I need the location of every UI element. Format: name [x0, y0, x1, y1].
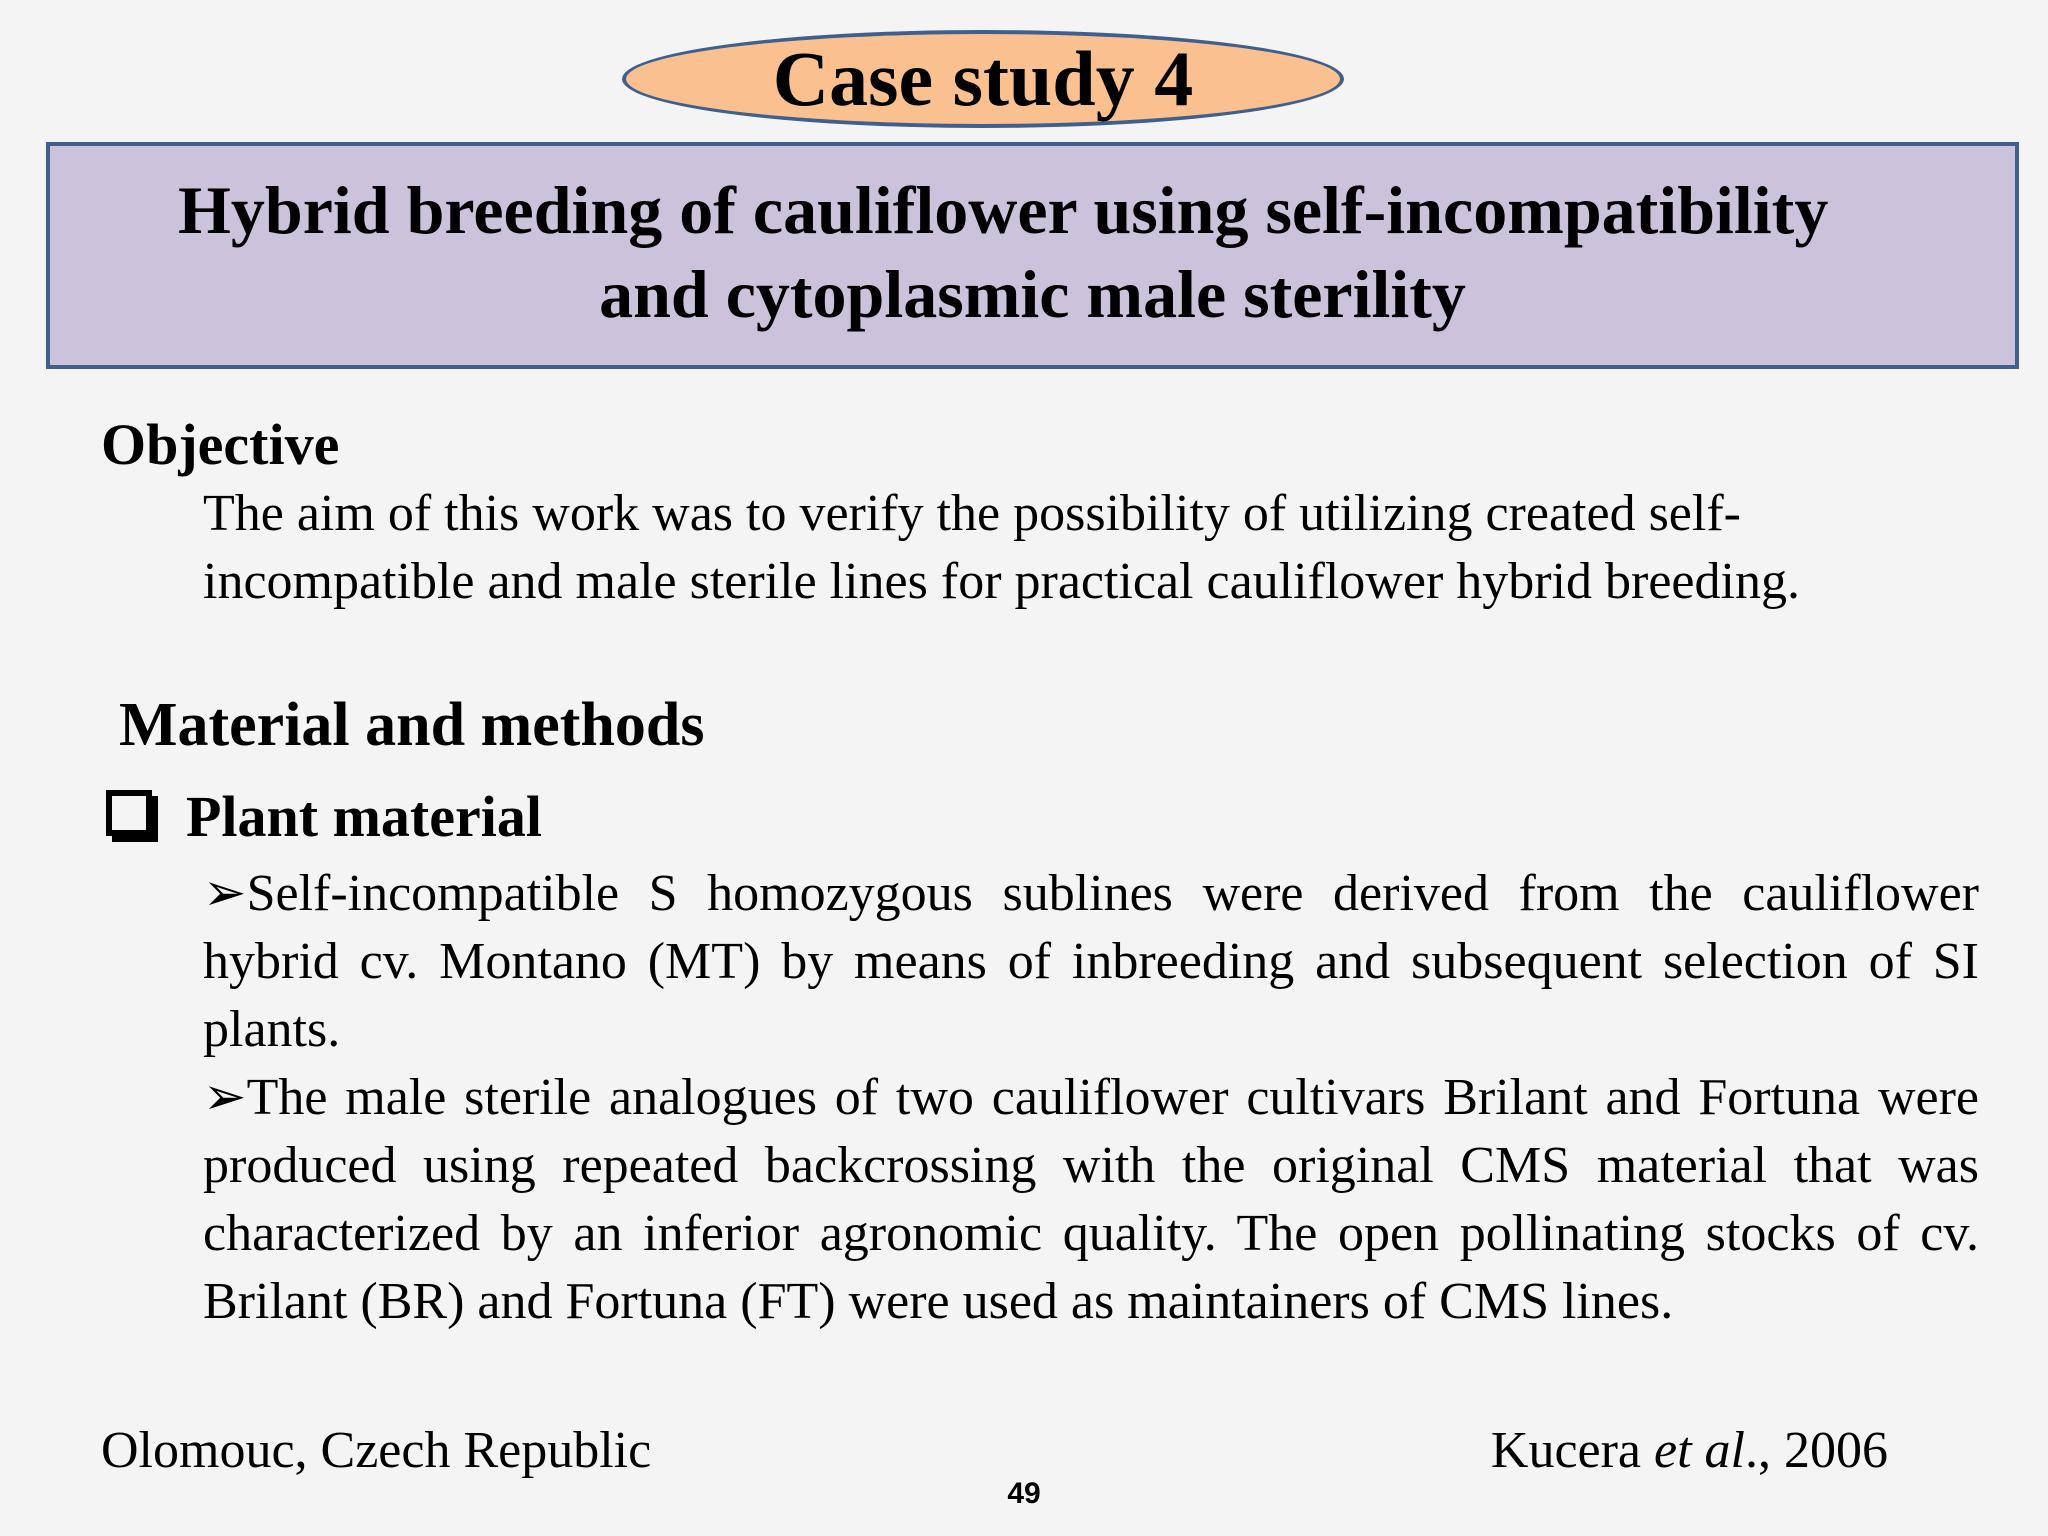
objective-line-1: The aim of this work was to verify the possibility of utilizing created self- — [203, 485, 1741, 542]
arrow-bullet-icon: ➢ — [203, 1069, 247, 1126]
footer-location: Olomouc, Czech Republic — [101, 1422, 652, 1479]
case-study-label: Case study 4 — [772, 35, 1194, 122]
bullet-item — [203, 860, 1979, 1064]
bullet-text: The male sterile analogues of two cauliflower cultivars Brilant and Fortuna were produced using repeated backcrossing with the original CMS material that was characterized by an inferior agronomic quality. The open pollinating stocks of cv. Brilant (BR) and Fortuna (FT) were used as maintainers of CMS lines. — [203, 1069, 1979, 1330]
plant-material-label: Plant material — [186, 784, 542, 849]
footer-citation — [1491, 1422, 1888, 1479]
material-methods-heading: Material and methods — [119, 691, 705, 759]
plant-material-heading — [106, 784, 542, 849]
arrow-bullet-icon: ➢ — [203, 865, 247, 922]
checkbox-icon — [106, 790, 152, 836]
bullet-item — [203, 1064, 1979, 1336]
objective-text — [203, 480, 1993, 616]
objective-heading: Objective — [101, 412, 340, 477]
citation-year: ., 2006 — [1745, 1422, 1888, 1479]
bullet-text: Self-incompatible S homozygous sublines were derived from the cauliflower hybrid cv. Montano (MT) by means of inbreeding and subsequent selection of SI plants. — [203, 865, 1979, 1058]
page-number: 49 — [1007, 1477, 1041, 1510]
slide-title-line-1: Hybrid breeding of cauliflower using self-incompatibility — [178, 172, 1829, 248]
objective-line-2: incompatible and male sterile lines for practical cauliflower hybrid breeding. — [203, 553, 1800, 610]
title-box — [46, 142, 2019, 369]
slide-title-line-2: and cytoplasmic male sterility — [599, 256, 1466, 332]
citation-author: Kucera — [1490, 1422, 1642, 1479]
citation-etal: et al — [1654, 1422, 1745, 1479]
case-study-badge — [622, 30, 1344, 128]
